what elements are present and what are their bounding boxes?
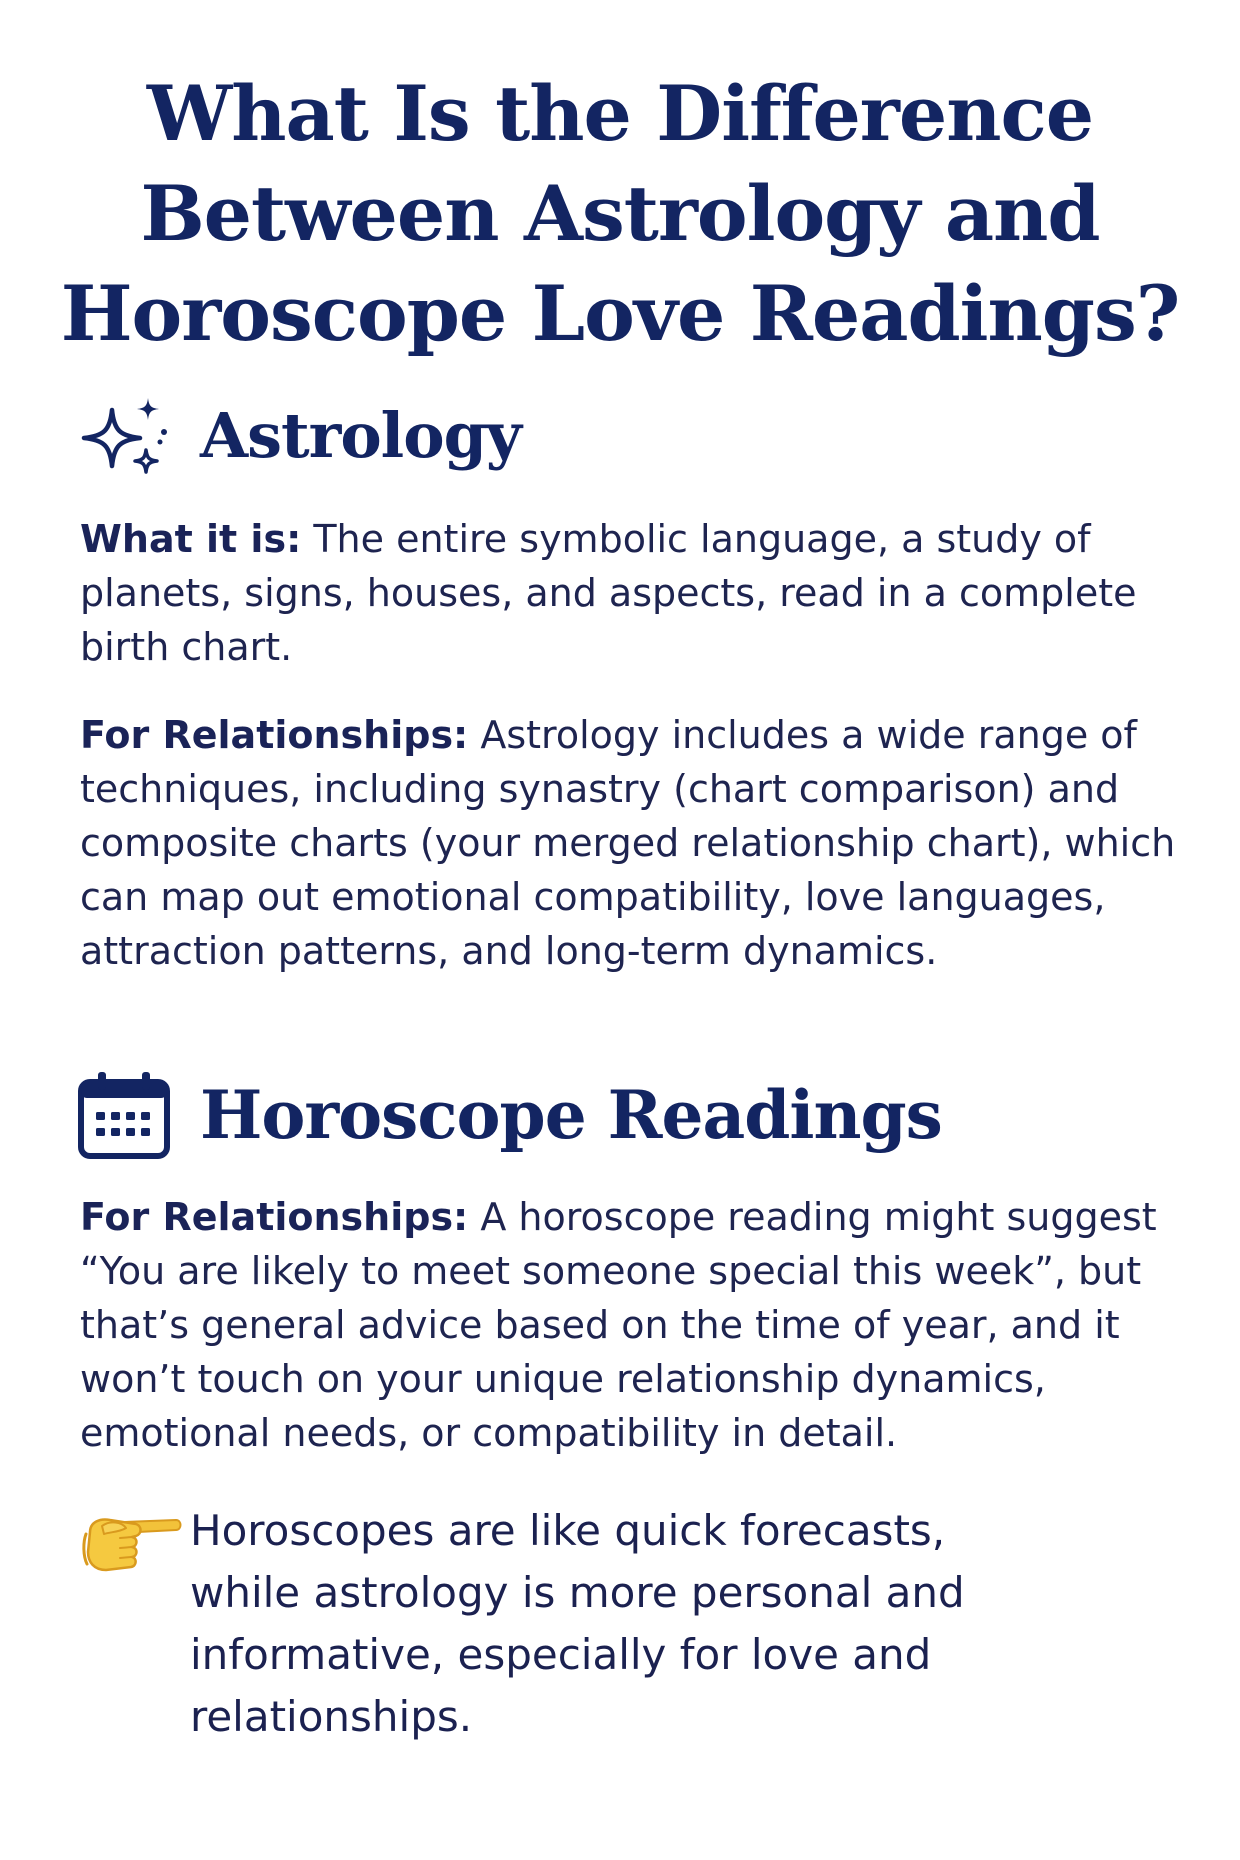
what-it-is-label: What it is: <box>80 517 302 561</box>
summary-text: Horoscopes are like quick forecasts, while astrology is more personal and informative, especially for love and relationships. <box>190 1506 965 1741</box>
calendar-icon <box>76 1070 172 1160</box>
page-title: What Is the Difference Between Astrology and Horoscope Love Readings? <box>60 69 1180 358</box>
astrology-section-heading <box>76 396 521 476</box>
horoscope-relationships-label: For Relationships: <box>80 1195 469 1239</box>
pointing-hand-icon <box>80 1510 190 1579</box>
horoscope-section-heading <box>76 1070 942 1160</box>
what-it-is-text: The entire symbolic language, a study of planets, signs, houses, and aspects, read in a complete birth chart. <box>80 517 1137 669</box>
summary-callout <box>80 1500 1180 1748</box>
horoscope-for-relationships <box>80 1190 1180 1460</box>
astrology-for-relationships <box>80 708 1180 978</box>
astrology-what-it-is <box>80 512 1180 674</box>
sparkles-icon <box>76 396 170 476</box>
horoscope-heading: Horoscope Readings <box>200 1076 942 1154</box>
astrology-relationships-label: For Relationships: <box>80 713 469 757</box>
astrology-relationships-text: Astrology includes a wide range of techniques, including synastry (chart comparison) and composite charts (your merged relationship chart), which can map out emotional compatibility, love languages, attraction patterns, and long-term dynamics. <box>80 713 1176 973</box>
astrology-heading: Astrology <box>200 399 521 472</box>
horoscope-relationships-text: A horoscope reading might suggest “You are likely to meet someone special this week”, but that’s general advice based on the time of year, and it won’t touch on your unique relationship dynamics, emotional needs, or compatibility in detail. <box>80 1195 1157 1455</box>
